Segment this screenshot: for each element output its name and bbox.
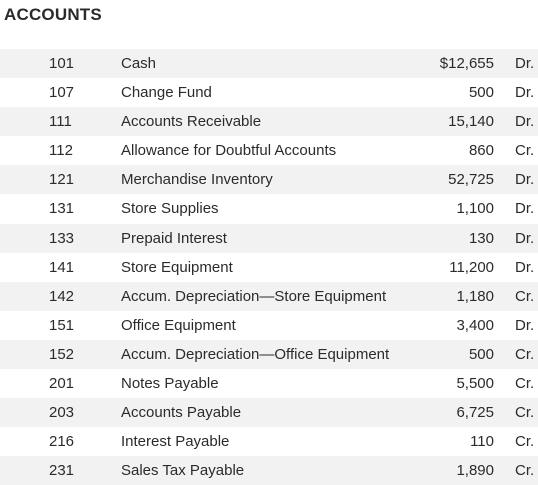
account-number: 152	[49, 345, 75, 363]
account-side: Cr.	[515, 287, 535, 305]
accounts-header	[0, 0, 538, 33]
account-title: Merchandise Inventory	[121, 171, 273, 189]
account-row	[0, 340, 538, 369]
page-title: ACCOUNTS	[4, 5, 102, 24]
account-row	[0, 311, 538, 340]
account-row	[0, 282, 538, 311]
account-row	[0, 369, 538, 398]
account-number: 111	[49, 113, 72, 131]
account-number: 203	[49, 404, 75, 422]
account-row	[0, 165, 538, 194]
account-number: 216	[49, 433, 75, 451]
account-side: Cr.	[515, 142, 535, 160]
account-side: Dr.	[515, 258, 535, 276]
account-balance: 15,140	[448, 113, 494, 131]
account-side: Dr.	[515, 55, 535, 72]
account-title: Change Fund	[121, 84, 212, 102]
account-title: Accounts Receivable	[121, 113, 262, 131]
account-number: 101	[49, 55, 75, 72]
account-side: Cr.	[515, 404, 535, 422]
account-title: Accounts Payable	[121, 404, 242, 422]
account-title: Allowance for Doubtful Accounts	[121, 142, 337, 160]
account-number: 133	[49, 229, 75, 247]
account-balance: 110	[470, 433, 494, 451]
account-balance: 130	[468, 229, 494, 247]
account-side: Dr.	[515, 229, 535, 247]
account-side: Cr.	[515, 375, 535, 393]
account-row	[0, 253, 538, 282]
account-balance: 1,180	[456, 287, 494, 305]
account-balance: 52,725	[448, 171, 494, 189]
account-balance: 6,725	[456, 404, 494, 422]
account-balance: 500	[468, 84, 494, 102]
account-row	[0, 427, 538, 456]
account-number: 107	[49, 84, 75, 102]
account-row	[0, 49, 538, 78]
account-side: Dr.	[515, 113, 535, 131]
account-balance: 1,100	[456, 200, 494, 218]
account-side: Cr.	[515, 433, 535, 451]
account-row	[0, 194, 538, 223]
account-title: Interest Payable	[121, 433, 230, 451]
account-row	[0, 136, 538, 165]
account-row	[0, 398, 538, 427]
account-side: Dr.	[515, 84, 535, 102]
account-row	[0, 224, 538, 253]
account-number: 112	[49, 142, 73, 160]
account-number: 131	[49, 200, 75, 218]
account-side: Dr.	[515, 316, 535, 334]
account-title: Store Equipment	[121, 258, 233, 276]
account-number: 142	[49, 287, 75, 305]
account-balance: 3,400	[456, 316, 494, 334]
account-title: Notes Payable	[121, 375, 219, 393]
account-number: 121	[49, 171, 75, 189]
account-row	[0, 107, 538, 136]
account-side: Dr.	[515, 200, 535, 218]
accounts-table	[0, 49, 538, 485]
account-balance: 500	[468, 345, 494, 363]
account-balance: $12,655	[439, 55, 494, 72]
account-balance: 1,890	[456, 462, 494, 480]
account-title: Prepaid Interest	[121, 229, 227, 247]
account-title: Sales Tax Payable	[121, 462, 245, 480]
account-number: 201	[49, 375, 75, 393]
account-balance: 860	[468, 142, 494, 160]
account-number: 231	[49, 462, 75, 480]
account-balance: 5,500	[456, 375, 494, 393]
account-balance: 11,200	[449, 258, 494, 276]
account-row	[0, 456, 538, 485]
account-title: Cash	[121, 55, 157, 72]
account-number: 151	[49, 316, 75, 334]
account-side: Dr.	[515, 171, 535, 189]
account-side: Cr.	[515, 345, 535, 363]
account-row	[0, 78, 538, 107]
account-title: Accum. Depreciation—Office Equipment	[121, 345, 390, 363]
account-side: Cr.	[515, 462, 535, 480]
account-number: 141	[49, 258, 75, 276]
account-title: Office Equipment	[121, 316, 236, 334]
account-title: Accum. Depreciation—Store Equipment	[121, 287, 387, 305]
account-title: Store Supplies	[121, 200, 219, 218]
